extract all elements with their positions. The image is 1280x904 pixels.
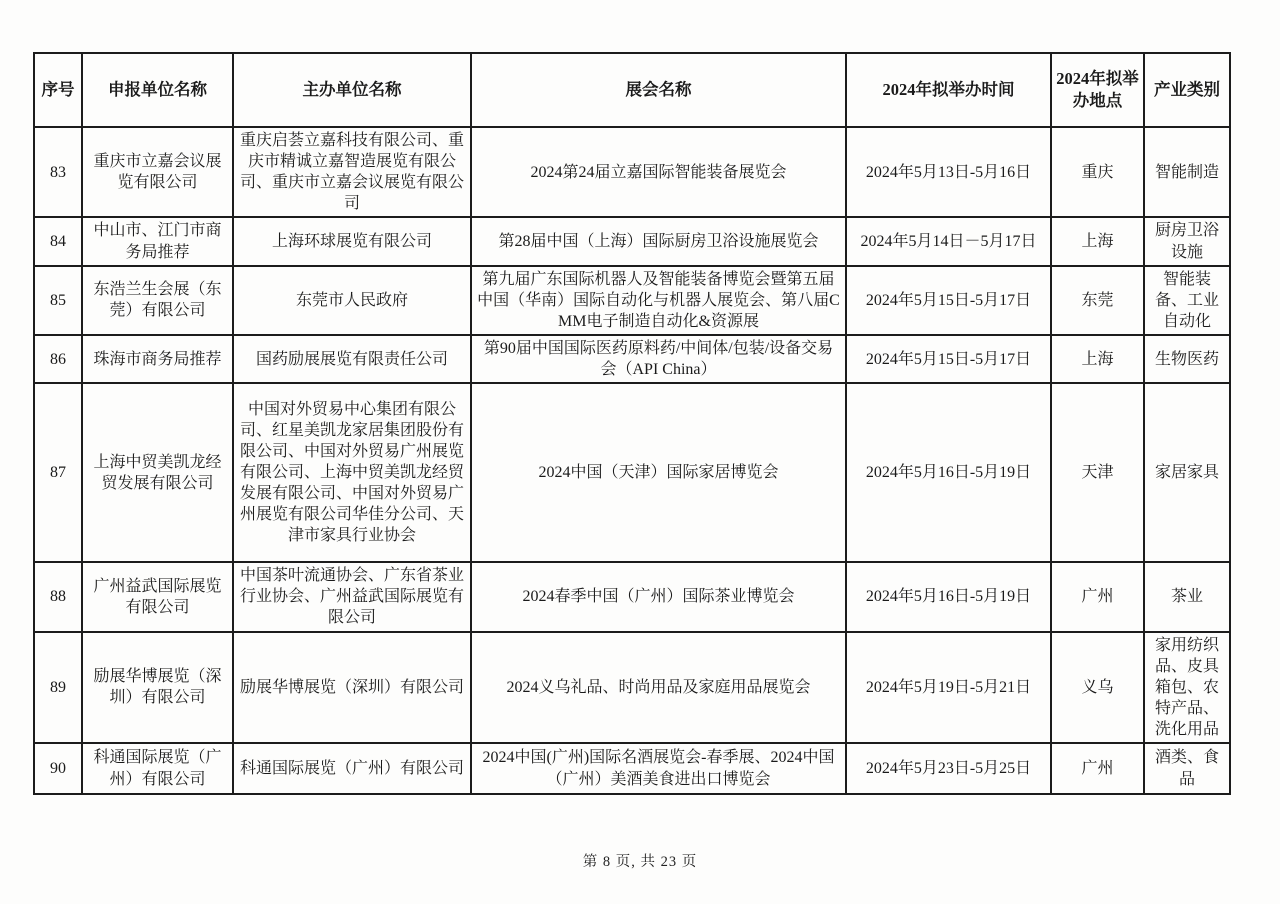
cell-location: 重庆 — [1051, 127, 1144, 217]
cell-organizer: 重庆启荟立嘉科技有限公司、重庆市精诚立嘉智造展览有限公司、重庆市立嘉会议展览有限公司 — [233, 127, 471, 217]
cell-location: 上海 — [1051, 335, 1144, 383]
exhibition-table — [33, 52, 1231, 795]
cell-exhibition: 2024第24届立嘉国际智能装备展览会 — [471, 127, 846, 217]
cell-time: 2024年5月15日-5月17日 — [846, 266, 1051, 335]
table-row — [34, 383, 1230, 562]
cell-location: 上海 — [1051, 217, 1144, 265]
cell-location: 广州 — [1051, 743, 1144, 794]
column-header-location: 2024年拟举办地点 — [1051, 53, 1144, 127]
cell-seq: 87 — [34, 383, 82, 562]
cell-time: 2024年5月13日-5月16日 — [846, 127, 1051, 217]
cell-exhibition: 第28届中国（上海）国际厨房卫浴设施展览会 — [471, 217, 846, 265]
cell-applicant: 重庆市立嘉会议展览有限公司 — [82, 127, 233, 217]
table-row — [34, 127, 1230, 217]
table-row — [34, 266, 1230, 335]
cell-category: 家用纺织品、皮具箱包、农特产品、洗化用品 — [1144, 632, 1230, 744]
cell-exhibition: 2024春季中国（广州）国际茶业博览会 — [471, 562, 846, 631]
cell-location: 东莞 — [1051, 266, 1144, 335]
table-row — [34, 562, 1230, 631]
cell-applicant: 珠海市商务局推荐 — [82, 335, 233, 383]
cell-category: 智能制造 — [1144, 127, 1230, 217]
cell-seq: 88 — [34, 562, 82, 631]
cell-applicant: 励展华博展览（深圳）有限公司 — [82, 632, 233, 744]
cell-seq: 84 — [34, 217, 82, 265]
table-row — [34, 217, 1230, 265]
cell-time: 2024年5月15日-5月17日 — [846, 335, 1051, 383]
cell-applicant: 上海中贸美凯龙经贸发展有限公司 — [82, 383, 233, 562]
cell-location: 义乌 — [1051, 632, 1144, 744]
column-header-time: 2024年拟举办时间 — [846, 53, 1051, 127]
cell-category: 家居家具 — [1144, 383, 1230, 562]
cell-category: 生物医药 — [1144, 335, 1230, 383]
cell-applicant: 科通国际展览（广州）有限公司 — [82, 743, 233, 794]
cell-seq: 85 — [34, 266, 82, 335]
column-header-applicant: 申报单位名称 — [82, 53, 233, 127]
column-header-organizer: 主办单位名称 — [233, 53, 471, 127]
cell-organizer: 科通国际展览（广州）有限公司 — [233, 743, 471, 794]
cell-location: 天津 — [1051, 383, 1144, 562]
cell-organizer: 励展华博展览（深圳）有限公司 — [233, 632, 471, 744]
cell-category: 智能装备、工业自动化 — [1144, 266, 1230, 335]
cell-time: 2024年5月19日-5月21日 — [846, 632, 1051, 744]
cell-time: 2024年5月23日-5月25日 — [846, 743, 1051, 794]
cell-seq: 83 — [34, 127, 82, 217]
column-header-category: 产业类别 — [1144, 53, 1230, 127]
table-row — [34, 743, 1230, 794]
cell-organizer: 中国对外贸易中心集团有限公司、红星美凯龙家居集团股份有限公司、中国对外贸易广州展览有限公司、上海中贸美凯龙经贸发展有限公司、中国对外贸易广州展览有限公司华佳分公司、天津市家具行业协会 — [233, 383, 471, 562]
cell-exhibition: 第90届中国国际医药原料药/中间体/包装/设备交易会（API China） — [471, 335, 846, 383]
cell-organizer: 国药励展展览有限责任公司 — [233, 335, 471, 383]
cell-category: 酒类、食品 — [1144, 743, 1230, 794]
table-row — [34, 335, 1230, 383]
column-header-seq: 序号 — [34, 53, 82, 127]
cell-exhibition: 2024义乌礼品、时尚用品及家庭用品展览会 — [471, 632, 846, 744]
cell-seq: 86 — [34, 335, 82, 383]
cell-exhibition: 第九届广东国际机器人及智能装备博览会暨第五届中国（华南）国际自动化与机器人展览会、第八届CMM电子制造自动化&资源展 — [471, 266, 846, 335]
column-header-exhibition: 展会名称 — [471, 53, 846, 127]
cell-applicant: 东浩兰生会展（东莞）有限公司 — [82, 266, 233, 335]
cell-organizer: 东莞市人民政府 — [233, 266, 471, 335]
cell-organizer: 上海环球展览有限公司 — [233, 217, 471, 265]
cell-category: 厨房卫浴设施 — [1144, 217, 1230, 265]
table-row — [34, 632, 1230, 744]
table-header-row — [34, 53, 1230, 127]
cell-category: 茶业 — [1144, 562, 1230, 631]
cell-exhibition: 2024中国(广州)国际名酒展览会-春季展、2024中国（广州）美酒美食进出口博览会 — [471, 743, 846, 794]
cell-organizer: 中国茶叶流通协会、广东省茶业行业协会、广州益武国际展览有限公司 — [233, 562, 471, 631]
page-number-footer: 第 8 页, 共 23 页 — [582, 854, 698, 870]
cell-time: 2024年5月16日-5月19日 — [846, 562, 1051, 631]
cell-time: 2024年5月14日－5月17日 — [846, 217, 1051, 265]
cell-applicant: 广州益武国际展览有限公司 — [82, 562, 233, 631]
cell-exhibition: 2024中国（天津）国际家居博览会 — [471, 383, 846, 562]
cell-seq: 90 — [34, 743, 82, 794]
cell-location: 广州 — [1051, 562, 1144, 631]
cell-applicant: 中山市、江门市商务局推荐 — [82, 217, 233, 265]
cell-time: 2024年5月16日-5月19日 — [846, 383, 1051, 562]
cell-seq: 89 — [34, 632, 82, 744]
